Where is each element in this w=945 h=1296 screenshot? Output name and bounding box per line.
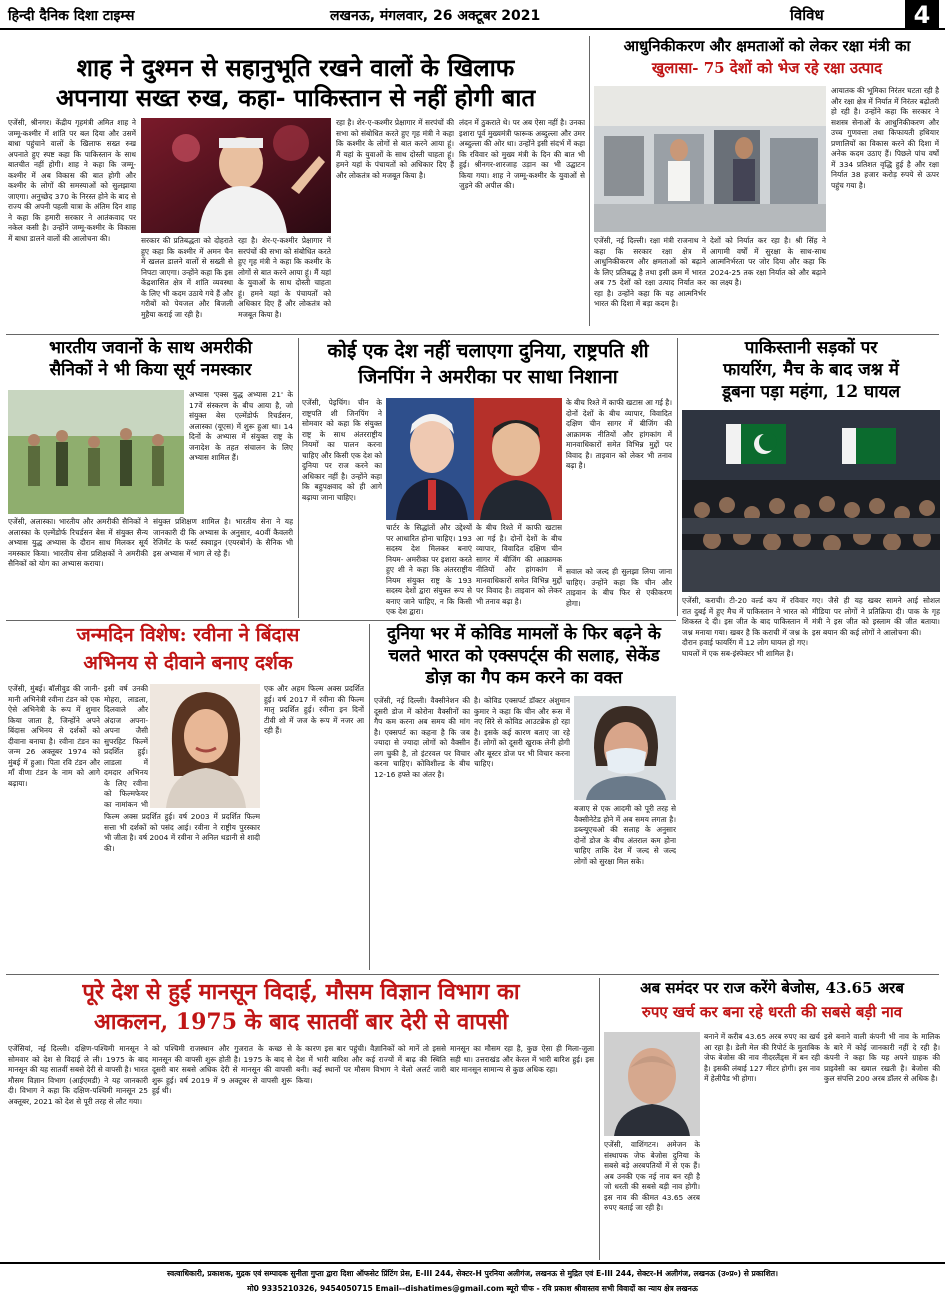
- xi-column-4: सवाल को जल्द ही सुलझा लिया जाना चाहिए। उन्होंने कहा कि चीन और ताइवान के बीच फिर से एकीकरण होगा।: [566, 567, 672, 608]
- monsoon-column-1: एजेंसियां, नई दिल्ली। दक्षिण-पश्चिमी मानसून ने सोमवार को देश से विदाई ले ली। 1975 के बाद मानसून की यह सातवीं सबसे देरी से वापसी है। भारत मौसम विज्ञान विभाग (आईएमडी) ने यह जानकारी दी। विभाग ने कहा कि दक्षिण-पश्चिमी मानसून 25 अक्तूबर, 2021 को देश से पूरी तरह से लौट गया।: [8, 1044, 148, 1106]
- column-rule: [298, 338, 299, 618]
- shah-headline-1: शाह ने दुश्मन से सहानुभूति रखने वालों के खिलाफ: [76, 53, 515, 82]
- shah-column-1: एजेंसी, श्रीनगर। केंद्रीय गृहमंत्री अमित शाह ने जम्मू-कश्मीर में शांति पर बल दिया और उसमें बाधा पहुंचाने वालों के खिलाफ सख्त रुख अपनाते हुए स्पष्ट कहा कि पाकिस्तान के साथ बातचीत नहीं होगी। शाह ने कहा कि जम्मू-कश्मीर में अब विकास की बात होगी और कश्मीर के लोगों की समस्याओं को सुलझाया जाएगा। अनुच्छेद 370 के निरस्त होने के बाद से राज्य की अपनी पहली यात्रा के अंतिम दिन शाह ने कहा कि हमारी सरकार ने आतंकवाद पर नकेल कसी है। उन्होंने जम्मू-कश्मीर के विकास में बाधा डालने वालों की आलोचना की।: [8, 118, 136, 243]
- pak-headline-3: डूबना पड़ा महंगा, 12 घायल: [721, 382, 901, 402]
- covid-headline-1: दुनिया भर में कोविड मामलों के फिर बढ़ने के: [387, 624, 661, 644]
- column-rule: [599, 978, 600, 1260]
- xi-column-1: एजेंसी, पेइचिंग। चीन के राष्ट्रपति शी जिनपिंग ने सोमवार को कहा कि संयुक्त राष्ट्र के साथ अंतरराष्ट्रीय नियमों का पालन करना चाहिए और किसी एक देश को दुनिया पर राज करने का अधिकार नहीं है। उन्होंने कहा कि बहुपक्षवाद को ही आगे बढ़ाया जाना चाहिए।: [302, 398, 382, 502]
- column-rule: [369, 624, 370, 970]
- paper-name: हिन्दी दैनिक दिशा टाइम्स: [8, 8, 135, 24]
- shah-column-4: लंदन में ठुकराते थे। पर अब ऐसा नहीं है। उनका इशारा पूर्व मुख्यमंत्री फारूक अब्दुल्ला और उमर अब्दुल्ला की ओर था। उन्होंने इसी संदर्भ में कहा कि रविवार को मुख्य मंत्री के दिन की बात भी हुई। श्रीनगर-शारजाह उड़ान का भी उद्घाटन किया गया। शाह ने जम्मू-कश्मीर के युवाओं से जुड़ने की अपील की।: [459, 118, 585, 191]
- raveena-headline-2: अभिनय से दीवाने बनाए दर्शक: [83, 652, 293, 674]
- shah-column-3: रहा है। शेर-ए-कश्मीर प्रेक्षागार में सरपंचों की सभा को संबोधित करते हुए गृह मंत्री ने कहा कि कश्मीर के लोगों से बात करने आया हूं। मैं यहां के युवाओं के साथ दोस्ती चाहता हूं। हमने यहां के पंचायतों को अधिकार दिए हैं और लोकतंत्र को मजबूत किया है।: [336, 118, 454, 180]
- amit-shah-photo: [141, 118, 331, 233]
- biden-xi-photo: [386, 398, 562, 520]
- shah-column-2: सरकार की प्रतिबद्धता को दोहराते हुए कहा कि कश्मीर में अमन चैन में खलल डालने वालों से सख्ती से निपटा जाएगा। उन्होंने कहा कि इस केंद्रशासित क्षेत्र में शांति व्यवस्था के लिए भी कदम उठाये गये हैं और गरीबों को पेयजल और बिजली मुहैया कराई जा रही है।: [141, 236, 233, 319]
- defence-ministry-photo: [594, 86, 826, 232]
- xi-headline-1: कोई एक देश नहीं चलाएगा दुनिया, राष्ट्रपति शी: [327, 340, 649, 362]
- monsoon-column-3: के कारण इस बार पहुंची। वैज्ञानिकों को मानें तो इससे देश में भारी बारिश और कई राज्यों में बाढ़ की स्थिति बनी। कई स्थानों पर मौसम विभाग ने येलो अलर्ट जारी किया।: [296, 1044, 446, 1085]
- masthead: [0, 0, 945, 30]
- raveena-headline-1: जन्मदिन विशेष: रवीना ने बिंदास: [76, 624, 300, 646]
- column-rule: [589, 36, 590, 326]
- monsoon-column-2: को पश्चिमी राजस्थान और गुजरात के कच्छ से मानसून की वापसी शुरू होती है। 1975 के बाद से दूसरी बार सबसे अधिक देरी से मानसून की वापसी शुरू हुई। वर्ष 2019 में 9 अक्टूबर से वापसी शुरू हुई थी।: [152, 1044, 292, 1096]
- pak-headline-1: पाकिस्तानी सड़कों पर: [744, 338, 878, 358]
- covid-headline-3: डोज़ का गैप कम करने का वक्त: [425, 668, 623, 688]
- bezos-headline-2: रुपए खर्च कर बना रहे धरती की सबसे बड़ी नाव: [641, 1003, 903, 1021]
- section-rule: [6, 974, 939, 975]
- defence-headline-2: खुलासा- 75 देशों को भेज रहे रक्षा उत्पाद: [651, 59, 883, 77]
- imprint-line-2: मो0 9335210326, 9454050715 Email--dishatimes@gmail.com ब्यूरो चीफ - रवि प्रकाश श्रीवास्तव सभी विवादों का न्याय क्षेत्र लखनऊ: [247, 1284, 698, 1293]
- raveena-column-1: एजेंसी, मुंबई। बॉलीवुड की जानी-मानी अभिनेत्री रवीना टंडन को एक ऐसे अभिनेत्री के रूप में शुमार किया जाता है, जिन्होंने अपने बिंदास अभिनय से दर्शकों को दीवाना बनाया है। रवीना टंडन का जन्म 26 अक्तूबर 1974 को मुंबई में हुआ। पिता रवि टंडन और माँ वीणा टंडन के नाम को आगे बढ़ाया।: [8, 684, 100, 788]
- shah-column-2b: रहा है। शेर-ए-कश्मीर प्रेक्षागार में सरपंचों की सभा को संबोधित करते हुए गृह मंत्री ने कहा कि कश्मीर के लोगों से बात करने आया हूं। मैं यहां के युवाओं के साथ दोस्ती चाहता हूं। हमने यहां के पंचायतों को अधिकार दिए हैं और लोकतंत्र को मजबूत किया है।: [238, 236, 331, 319]
- xi-column-2: चार्टर के सिद्धांतों और उद्देश्यों पर आधारित होना चाहिए। 193 सदस्य देश मिलकर बनाएं नियम- अमरीका पर इशारा करते हुए शी ने कहा कि अंतरराष्ट्रीय नियम संयुक्त राष्ट्र के 193 सदस्य देशों द्वारा संयुक्त रूप से बनाए जाने चाहिए, न कि किसी एक देश द्वारा।: [386, 523, 472, 616]
- defence-column-1: एजेंसी, नई दिल्ली। रक्षा मंत्री राजनाथ ने कहा कि सरकार रक्षा क्षेत्र में आधुनिकीकरण और क्षमताओं को बढ़ाने के लिए प्रतिबद्ध है तथा इसी क्रम में भारत अब 75 देशों को रक्षा उत्पाद निर्यात कर रहा है। उन्होंने कहा कि यह आत्मनिर्भर भारत की दिशा में बड़ा कदम है।: [594, 236, 706, 309]
- monsoon-headline-1: पूरे देश से हुई मानसून विदाई, मौसम विज्ञान विभाग का: [82, 979, 520, 1005]
- monsoon-headline-2: आकलन, 1975 के बाद सातवीं बार देरी से वापसी: [93, 1009, 509, 1035]
- salute-column-1: एजेंसी, अलास्का। भारतीय और अमरीकी सैनिकों ने अलास्का के एल्मेंडोर्फ रिचर्डसन बेस में संयुक्त सैन्य अभ्यास युद्ध अभ्यास के दौरान साथ मिलकर सूर्य नमस्कार किया। भारतीय सेना प्रशिक्षकों ने अमरीकी सैनिकों को योग का अभ्यास कराया।: [8, 517, 148, 569]
- section-name: विविध: [790, 6, 824, 24]
- bezos-headline-1: अब समंदर पर राज करेंगे बेजोस, 43.65 अरब: [640, 979, 904, 997]
- pak-headline-2: फायरिंग, मैच के बाद जश्न में: [723, 360, 899, 380]
- salute-headline-2: सैनिकों ने भी किया सूर्य नमस्कार: [49, 360, 252, 380]
- section-rule: [6, 620, 676, 621]
- defence-headline-1: आधुनिकीकरण और क्षमताओं को लेकर रक्षा मंत्री का: [623, 37, 911, 55]
- monsoon-column-4: मानसून का मौसम रहा है, कुछ ऐसा ही मिला-जुला सही था। उत्तराखंड और केरल में भारी बारिश हुई। इस बार मानसून सामान्य से कुछ अधिक रहा।: [450, 1044, 594, 1075]
- bezos-column-1: एजेंसी, वाशिंगटन। अमेजन के संस्थापक जेफ बेजोस दुनिया के सबसे बड़े अरबपतियों में से एक हैं। अब उनकी एक नई नाव बन रही है जो धरती की सबसे बड़ी नाव होगी। इस नाव की कीमत 43.65 अरब रुपए बताई जा रही है।: [604, 1140, 700, 1213]
- dateline: लखनऊ, मंगलवार, 26 अक्टूबर 2021: [330, 8, 541, 24]
- imprint-line-1: स्वत्वाधिकारी, प्रकाशक, मुद्रक एवं सम्पादक सुनीता गुप्ता द्वारा दिशा ऑफसेट प्रिंटिंग प्रेस, E-III 244, सेक्टर-H पुरनिया अलीगंज, लखनऊ से मुद्रित एवं E-III 244, सेक्टर-H अलीगंज, लखनऊ (उ०प्र०) से प्रकाशित।: [167, 1269, 778, 1278]
- salute-headline-1: भारतीय जवानों के साथ अमरीकी: [48, 338, 253, 358]
- pakistan-celebration-photo: [682, 410, 940, 592]
- xi-headline-2: जिनपिंग ने अमरीका पर साधा निशाना: [358, 366, 618, 388]
- bezos-column-2: बनाने में करीब 43.65 अरब रुपए का खर्च आ रहा है। डेली मेल की रिपोर्ट के मुताबिक जेफ बेजोस की नाव नीदरलैंड्स में बन रही है। इसकी लंबाई 127 मीटर होगी। इस नाव में हेलीपैड भी होगा।: [704, 1032, 820, 1084]
- covid-mask-photo: [574, 696, 676, 800]
- page-number: 4: [905, 0, 939, 30]
- covid-headline-2: चलते भारत को एक्सपर्ट्स की सलाह, सेकेंड: [388, 646, 660, 666]
- raveena-column-2b: फिल्म अक्स प्रदर्शित हुई। वर्ष 2003 में प्रदर्शित फिल्म सत्ता भी दर्शकों को पसंद आई। रवीना ने राष्ट्रीय पुरस्कार भी जीता है। वर्ष 2004 में रवीना ने अनिल थडानी से शादी की।: [104, 812, 260, 853]
- covid-column-3: बजाए से एक आदमी को पूरी तरह से वैक्सीनेटेड होने में अब समय लगता है। डब्ल्यूएचओ की सलाह के अनुसार दोनों डोज के बीच अंतराल कम होना चाहिए ताकि देश में जल्द से जल्द लोगों को सुरक्षा मिल सके।: [574, 804, 676, 866]
- soldiers-yoga-photo: [8, 390, 184, 514]
- raveena-column-4: एक और अहम फिल्म अक्स प्रदर्शित हुई। वर्ष 2017 में रवीना की फिल्म मातृ प्रदर्शित हुई। रवीना इन दिनों टीवी शो में जज के रूप में नजर आ रही हैं।: [264, 684, 364, 736]
- pak-column-2: गए। जैसे ही यह खबर सामने आई सोशल मीडिया पर लोगों ने प्रतिक्रिया दी। पाक के गृह मंत्री ने इस जीत को इस्लाम की जीत बताया। इस बयान की कई लोगों ने आलोचना की।: [812, 596, 940, 637]
- bezos-column-3: इसे बनाने वाली कंपनी भी नाव के मालिक के बारे में कोई जानकारी नहीं दे रही है। कंपनी ने कहा कि यह अपने ग्राहक की प्राइवेसी का ख्याल रखती है। बेजोस की कुल संपत्ति 200 अरब डॉलर से अधिक है।: [824, 1032, 940, 1084]
- column-rule: [677, 338, 678, 616]
- salute-column-2: संयुक्त प्रशिक्षण शामिल है। भारतीय सेना ने यह जानकारी दी कि अभ्यास के अनुसार, 40वीं कैवलरी रेजिमेंट के फर्स्ट स्क्वाड्रन (एयरबोर्न) के सैनिक भी इस अभ्यास में भाग ले रहे हैं।: [153, 517, 293, 558]
- salute-column-3: अभ्यास 'एक्स युद्ध अभ्यास 21' के 17वें संस्करण के बीच आया है, जो संयुक्त बेस एल्मेंडोर्फ रिचर्डसन, अलास्का (यूएस) में शुरू हुआ था। 14 दिनों के अभ्यास में संयुक्त राष्ट्र के जनादेश के तहत संचालन के लिए अभ्यास शामिल हैं।: [189, 390, 293, 463]
- defence-column-3: आयातक की भूमिका निरंतर घटता रही है और रक्षा क्षेत्र में निर्यात में निरंतर बढ़ोतरी हो रही है। उन्होंने कहा कि सरकार ने सशस्त्र सेनाओं के आधुनिकीकरण और उच्च गुणवत्ता तथा किफायती हथियार प्रणालियों का विकास करने की दिशा में अनेक कदम उठाए हैं। पिछले पांच वर्षों में 334 प्रतिशत वृद्धि हुई है और रक्षा निर्यात 38 हजार करोड़ रुपये से ऊपर पहुंच गया है।: [831, 86, 939, 190]
- section-rule: [6, 334, 939, 335]
- covid-column-1: एजेंसी, नई दिल्ली। वैक्सीनेशन की दूसरी डोज में कोरोना वैक्सीनों का गैप कम करना अब समय की मांग है। एक्सपर्ट का कहना है कि जब ज्यादा से ज्यादा लोगों को वैक्सीन लग चुकी है, तो इंटरवल पर विचार करना चाहिए। कोविशील्ड के बीच 12-16 हफ्ते का अंतर है।: [374, 696, 470, 779]
- covid-column-2: है। कोविड एक्सपर्ट डॉक्टर अंशुमान कुमार ने कहा कि चीन और रूस में नए सिरे से कोविड आउटब्रेक हो रहा है। इसके कई कारण बताए जा रहे हैं। लोगों को दूसरी खुराक लेनी होगी और बूस्टर डोज पर भी विचार करना चाहिए।: [474, 696, 570, 769]
- jeff-bezos-photo: [604, 1032, 700, 1136]
- imprint-footer: [0, 1262, 945, 1296]
- defence-column-2: देशों को निर्यात कर रहा है। श्री सिंह ने आगामी वर्षों में सुरक्षा के साथ-साथ आत्मनिर्भरता पर जोर दिया और कहा कि 2024-25 तक रक्षा निर्यात को और बढ़ाने का लक्ष्य है।: [710, 236, 826, 288]
- xi-column-2b: के बीच रिश्ते में काफी खटास आ गई है। दोनों देशों के बीच व्यापार, विवादित दक्षिण चीन सागर में बीजिंग की आक्रामक नीतियों और हांगकांग में मानवाधिकारों समेत विभिन्न मुद्दों पर विवाद है। ताइवान को लेकर भी तनाव बढ़ा है।: [476, 523, 562, 606]
- raveena-column-2: इसी वर्ष उनकी मोहरा, लाडला, दिलवाले और अंदाज अपना-अपना जैसी सुपरहिट फिल्में प्रदर्शित हुई। लाडला में दमदार अभिनय के लिए रवीना को फिल्मफेयर का नामांकन भी: [104, 684, 148, 809]
- pak-column-1: एजेंसी, कराची। टी-20 वर्ल्ड कप में रविवार रात दुबई में हुए मैच में पाकिस्तान ने भारत को शिकस्त दे दी। इस जीत के बाद पाकिस्तान में जश्न मनाया गया। खबर है कि कराची में जश्न के दौरान हवाई फायरिंग में 12 लोग घायल हो गए। घायलों में एक सब-इंस्पेक्टर भी शामिल है।: [682, 596, 808, 658]
- raveena-tandon-photo: [150, 684, 260, 808]
- xi-column-3: के बीच रिश्ते में काफी खटास आ गई है। दोनों देशों के बीच व्यापार, विवादित दक्षिण चीन सागर में बीजिंग की आक्रामक नीतियों और हांगकांग में मानवाधिकारों समेत विभिन्न मुद्दों पर विवाद है। ताइवान को लेकर भी तनाव बढ़ा है।: [566, 398, 672, 471]
- shah-headline-2: अपनाया सख्त रुख, कहा- पाकिस्तान से नहीं होगी बात: [55, 83, 536, 112]
